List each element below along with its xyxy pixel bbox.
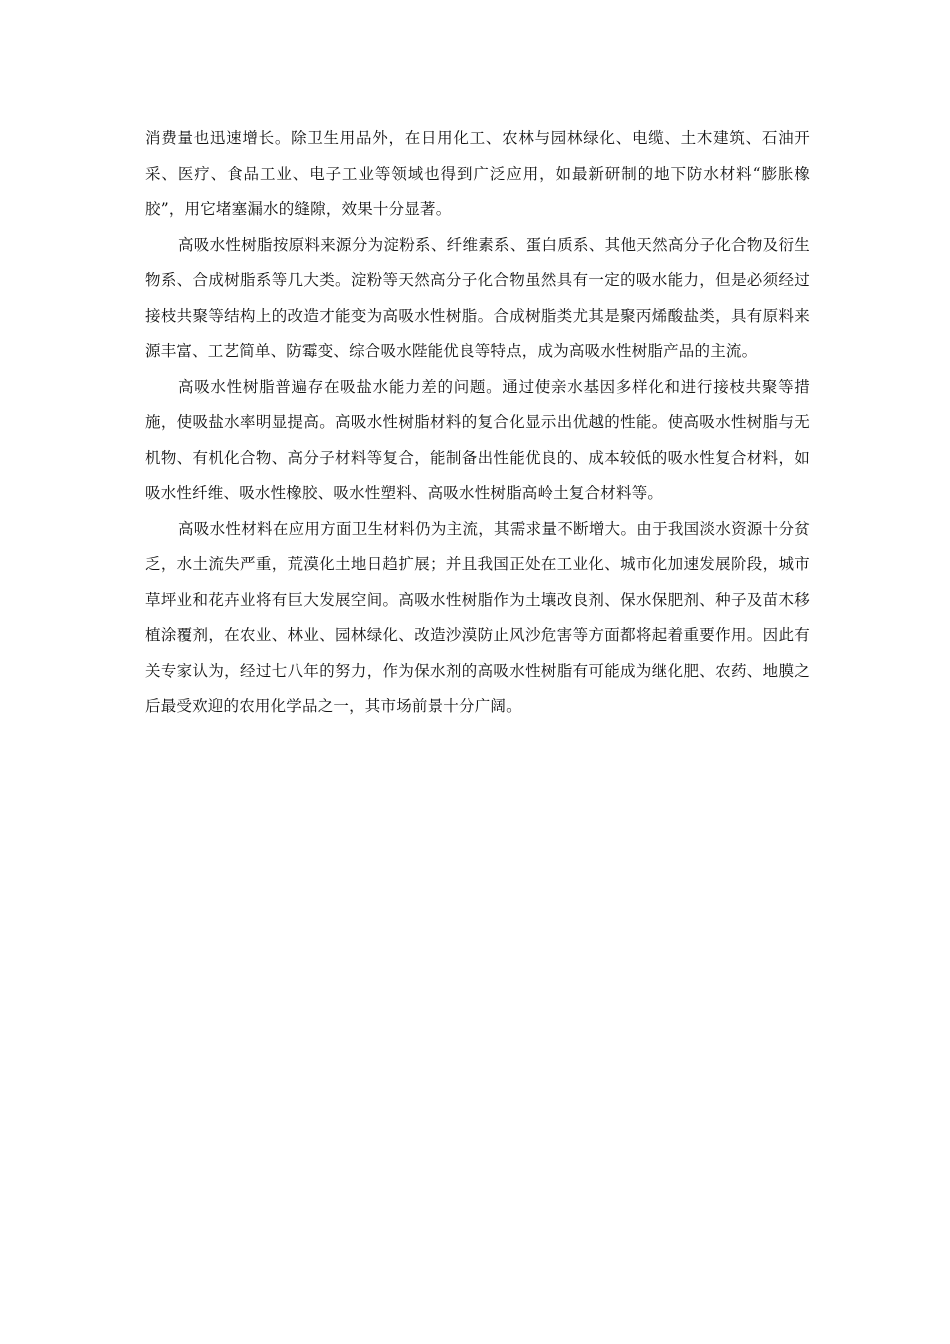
paragraph-continued: 消费量也迅速增长。除卫生用品外，在日用化工、农林与园林绿化、电缆、土木建筑、石油开采、医疗、食品工业、电子工业等领域也得到广泛应用，如最新研制的地下防水材料“膨胀橡胶”，用它堵塞漏水的缝隙，效果十分显著。 (145, 129, 810, 218)
paragraph-resin-classification: 高吸水性树脂按原料来源分为淀粉系、纤维素系、蛋白质系、其他天然高分子化合物及衍生物系、合成树脂系等几大类。淀粉等天然高分子化合物虽然具有一定的吸水能力，但是必须经过接枝共聚等结构上的改造才能变为高吸水性树脂。合成树脂类尤其是聚丙烯酸盐类，具有原料来源丰富、工艺简单、防霉变、综合吸水陛能优良等特点，成为高吸水性树脂产品的主流。 (145, 235, 810, 360)
document-page (145, 121, 810, 725)
paragraph-applications: 高吸水性材料在应用方面卫生材料仍为主流，其需求量不断增大。由于我国淡水资源十分贫乏，水土流失严重，荒漠化土地日趋扩展；并且我国正处在工业化、城市化加速发展阶段，城市草坪业和花卉业将有巨大发展空间。高吸水性树脂作为土壤改良剂、保水保肥剂、种子及苗木移植涂覆剂，在农业、林业、园林绿化、改造沙漠防止风沙危害等方面都将起着重要作用。因此有关专家认为，经过七八年的努力，作为保水剂的高吸水性树脂有可能成为继化肥、农药、地膜之后最受欢迎的农用化学品之一，其市场前景十分广阔。 (145, 519, 810, 715)
paragraph-salt-absorption: 高吸水性树脂普遍存在吸盐水能力差的问题。通过使亲水基因多样化和进行接枝共聚等措施，使吸盐水率明显提高。高吸水性树脂材料的复合化显示出优越的性能。使高吸水性树脂与无机物、有机化合物、高分子材料等复合，能制备出性能优良的、成本较低的吸水性复合材料，如吸水性纤维、吸水性橡胶、吸水性塑料、高吸水性树脂高岭土复合材料等。 (145, 377, 810, 502)
